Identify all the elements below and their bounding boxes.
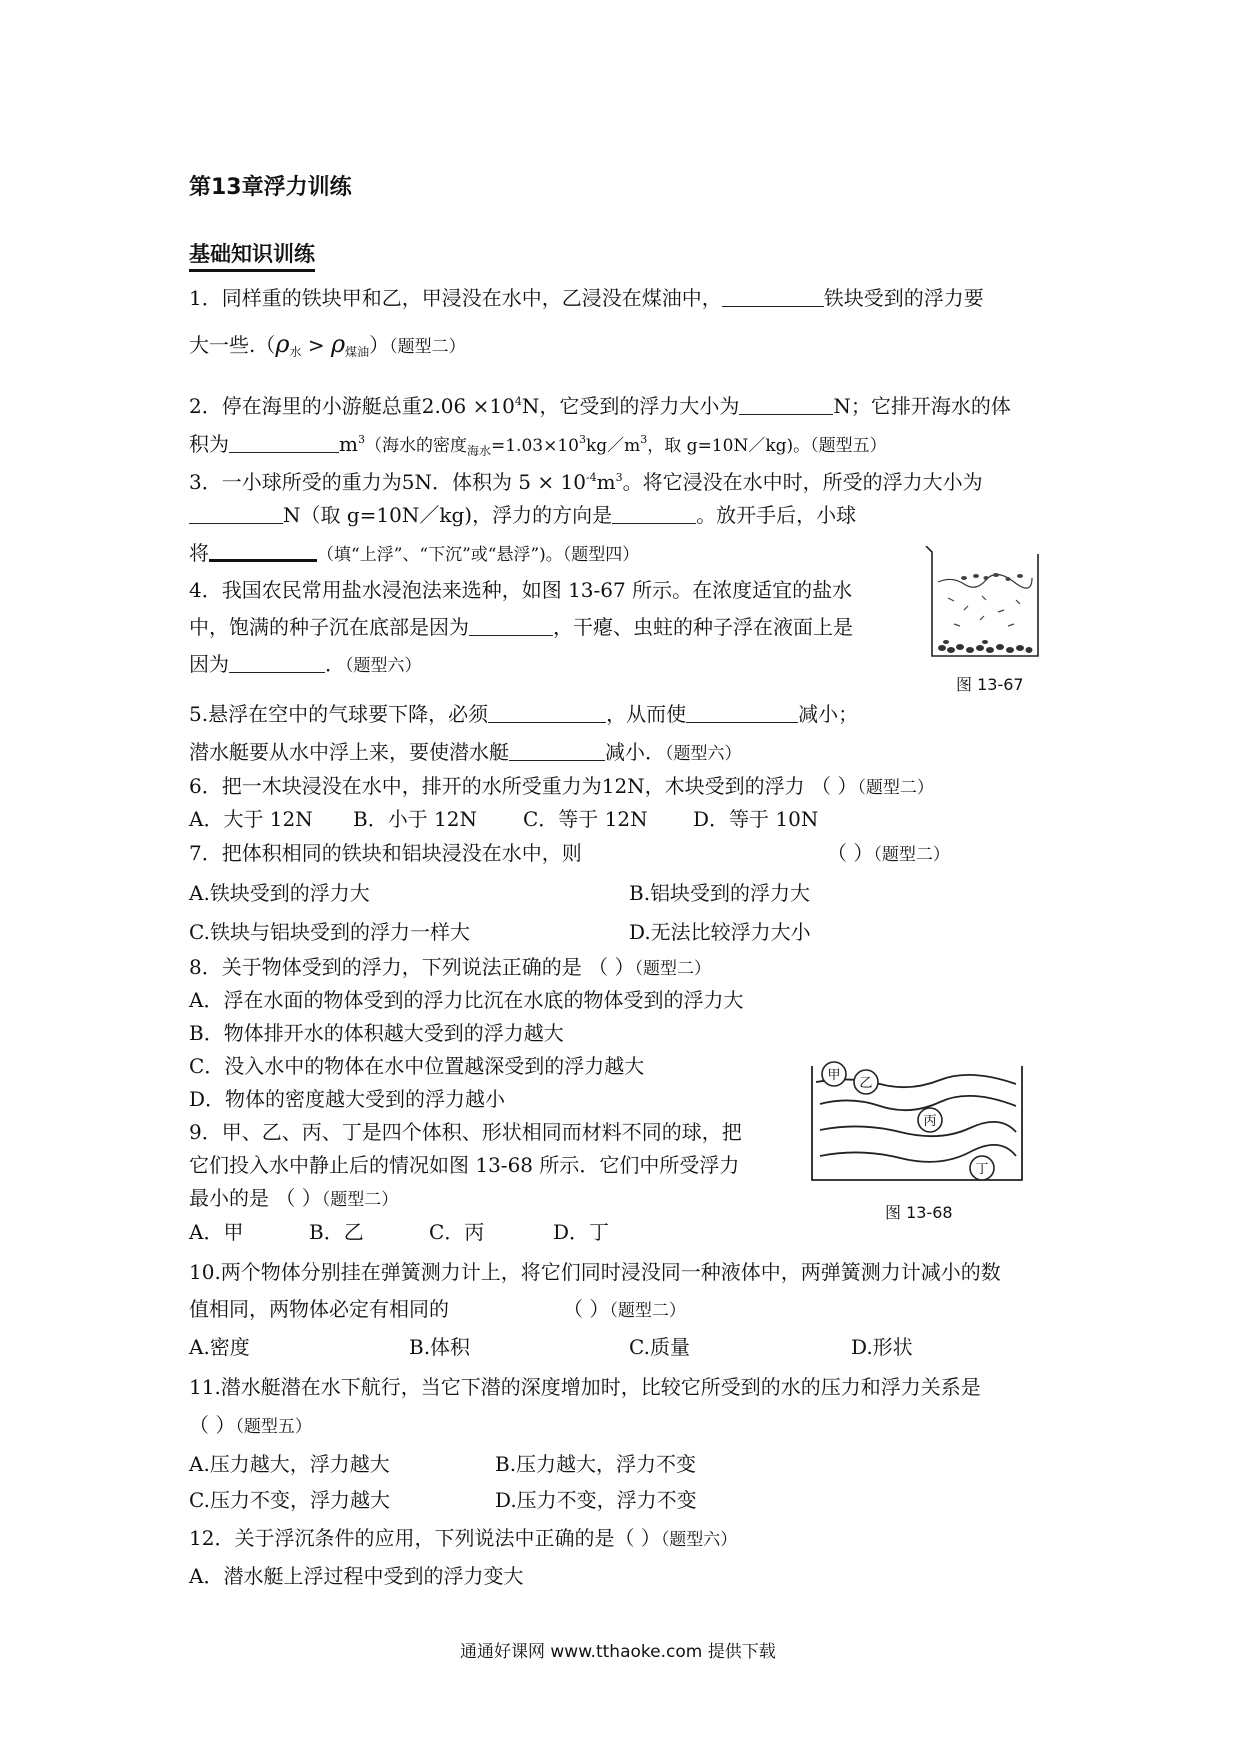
balls-in-water-figure	[810, 1060, 1026, 1184]
option-c[interactable]: C.铁块与铝块受到的浮力一样大	[189, 920, 470, 944]
answer-blank[interactable]	[469, 617, 553, 636]
option-d[interactable]: D.无法比较浮力大小	[629, 920, 811, 944]
option-c[interactable]: C.压力不变，浮力越大	[189, 1488, 390, 1512]
answer-blank[interactable]	[722, 288, 824, 307]
question-11-line-1: 11.潜水艇潜在水下航行，当它下潜的深度增加时，比较它所受到的水的压力和浮力关系是	[189, 1375, 981, 1399]
ball-label-yi: 乙	[859, 1076, 873, 1091]
answer-blank[interactable]	[229, 654, 325, 673]
page-title: 第13章浮力训练	[189, 175, 352, 200]
option-a[interactable]: A．潜水艇上浮过程中受到的浮力变大	[189, 1564, 524, 1588]
question-4-line-3: 因为 ．（题型六）	[189, 652, 422, 676]
option-b[interactable]: B．物体排开水的体积越大受到的浮力越大	[189, 1021, 564, 1045]
option-a[interactable]: A．甲	[189, 1220, 244, 1244]
question-9-line-1: 9．甲、乙、丙、丁是四个体积、形状相同而材料不同的球，把	[189, 1120, 742, 1144]
option-a[interactable]: A.铁块受到的浮力大	[189, 881, 370, 905]
question-8-stem: 8．关于物体受到的浮力，下列说法正确的是 （ ）（题型二）	[189, 955, 711, 979]
question-7-stem: 7．把体积相同的铁块和铝块浸没在水中，则 （ ）（题型二）	[189, 841, 950, 865]
ball-label-jia: 甲	[827, 1068, 841, 1083]
question-4-line-2: 中，饱满的种子沉在底部是因为 ，干瘪、虫蛀的种子浮在液面上是	[189, 615, 853, 639]
option-d[interactable]: D．物体的密度越大受到的浮力越小	[189, 1087, 506, 1111]
option-c[interactable]: C.质量	[629, 1335, 690, 1359]
answer-blank[interactable]	[209, 541, 317, 562]
option-d[interactable]: D.压力不变，浮力不变	[495, 1488, 697, 1512]
section-heading: 基础知识训练	[189, 238, 315, 272]
option-d[interactable]: D．丁	[553, 1220, 610, 1244]
question-11-line-2: （ ）（题型五）	[189, 1413, 312, 1437]
question-12-stem: 12．关于浮沉条件的应用，下列说法中正确的是（ ）（题型六）	[189, 1526, 738, 1550]
ball-label-ding: 丁	[975, 1162, 989, 1177]
question-3-line-2: N（取 g=10N／kg)，浮力的方向是 。放开手后，小球	[189, 503, 856, 527]
question-6-stem: 6．把一木块浸没在水中，排开的水所受重力为12N，木块受到的浮力 （ ）（题型二）	[189, 774, 934, 798]
option-d[interactable]: D.形状	[851, 1335, 913, 1359]
question-2-line-2: 积为 $m^3$（海水的密度$_{海水}=1.03\times 10^3kg/m^3$，取 g=10N／kg)。（题型五）	[189, 432, 887, 458]
option-a[interactable]: A．浮在水面的物体受到的浮力比沉在水底的物体受到的浮力大	[189, 988, 744, 1012]
answer-blank[interactable]	[686, 704, 798, 723]
ball-label-bing: 丙	[923, 1114, 937, 1129]
option-a[interactable]: A.密度	[189, 1335, 250, 1359]
option-c[interactable]: C．等于 12N	[523, 807, 648, 831]
question-1-line-2: 大一些$.(\rho_水 > \rho_{煤油})$（题型二）	[189, 330, 466, 359]
option-c[interactable]: C．没入水中的物体在水中位置越深受到的浮力越大	[189, 1054, 645, 1078]
question-3-line-3: 将 （填“上浮”、“下沉”或“悬浮”)。（题型四）	[189, 541, 640, 565]
answer-blank[interactable]	[739, 396, 833, 415]
answer-blank[interactable]	[488, 704, 606, 723]
option-b[interactable]: B.体积	[409, 1335, 471, 1359]
option-a[interactable]: A.压力越大，浮力越大	[189, 1452, 390, 1476]
option-b[interactable]: B.压力越大，浮力不变	[495, 1452, 697, 1476]
question-2-line-1: 2．停在海里的小游艇总重$2.06 \times 10^4N$，它受到的浮力大小为 N；它排开海水的体	[189, 394, 1011, 418]
footer-source: 通通好课网 www.tthaoke.com 提供下载	[460, 1642, 776, 1662]
question-10-line-1: 10.两个物体分别挂在弹簧测力计上，将它们同时浸没同一种液体中，两弹簧测力计减小的数	[189, 1260, 1001, 1284]
question-5-line-2: 潜水艇要从水中浮上来，要使潜水艇 减小．（题型六）	[189, 740, 742, 764]
option-c[interactable]: C．丙	[429, 1220, 485, 1244]
answer-blank[interactable]	[509, 742, 605, 761]
answer-blank[interactable]	[189, 505, 283, 524]
question-10-line-2: 值相同，两物体必定有相同的 （ ）（题型二）	[189, 1297, 686, 1321]
figure-13-67-caption: 图 13-67	[956, 675, 1024, 694]
option-a[interactable]: A．大于 12N	[189, 807, 313, 831]
answer-blank[interactable]	[612, 505, 696, 524]
option-d[interactable]: D．等于 10N	[693, 807, 819, 831]
question-9-line-3: 最小的是 （ ）（题型二）	[189, 1186, 399, 1210]
option-b[interactable]: B.铝块受到的浮力大	[629, 881, 811, 905]
saltwater-beaker-figure	[924, 546, 1040, 658]
question-3-line-1: 3．一小球所受的重力为5N．体积为 $5 \times 10^{-4}m^3$。将它浸没在水中时，所受的浮力大小为	[189, 470, 983, 494]
answer-blank[interactable]	[229, 434, 339, 453]
figure-13-68-caption: 图 13-68	[885, 1203, 953, 1222]
question-1-line-1: 1．同样重的铁块甲和乙，甲浸没在水中，乙浸没在煤油中， 铁块受到的浮力要	[189, 286, 984, 310]
option-b[interactable]: B．小于 12N	[353, 807, 478, 831]
option-b[interactable]: B．乙	[309, 1220, 364, 1244]
question-9-line-2: 它们投入水中静止后的情况如图 13-68 所示．它们中所受浮力	[189, 1153, 740, 1177]
question-4-line-1: 4．我国农民常用盐水浸泡法来选种，如图 13-67 所示。在浓度适宜的盐水	[189, 578, 853, 602]
question-5-line-1: 5.悬浮在空中的气球要下降，必须 ，从而使 减小；	[189, 702, 859, 726]
